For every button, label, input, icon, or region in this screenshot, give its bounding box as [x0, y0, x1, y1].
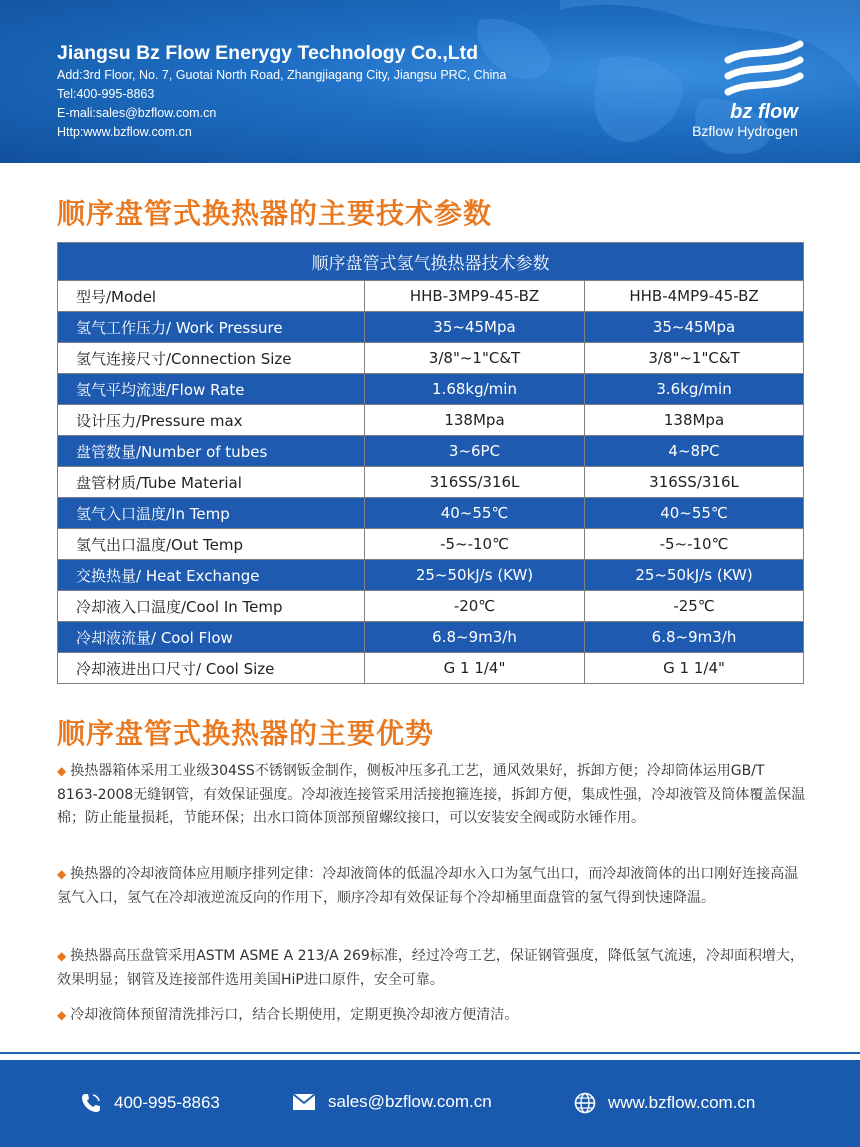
- advantage-item-2: ◆ 换热器的冷却液筒体应用顺序排列定律：冷却液筒体的低温冷却水入口为氢气出口，而冷却液筒体的出口刚好连接高温氢气入口，氢气在冷却液逆流反向的作用下，顺序冷却有效保证每个冷却桶里面盘管的氢气得到快速降温。: [57, 866, 799, 906]
- advantage-item-3: ◆ 换热器高压盘管采用ASTM ASME A 213/A 269标准，经过冷弯工艺，保证钢管强度，降低氢气流速，冷却面积增大，效果明显；钢管及连接部件选用美国HiP进口原件，安全可靠。: [57, 948, 804, 988]
- spec-value-model-b: -25℃: [585, 591, 804, 622]
- spec-label: 氢气平均流速/Flow Rate: [58, 374, 365, 405]
- spec-label: 氢气出口温度/Out Temp: [58, 529, 365, 560]
- spec-label: 冷却液流量/ Cool Flow: [58, 622, 365, 653]
- spec-value-model-b: 35~45Mpa: [585, 312, 804, 343]
- spec-value-model-a: G 1 1/4": [365, 653, 585, 684]
- company-address: Add:3rd Floor, No. 7, Guotai North Road, Zhangjiagang City, Jiangsu PRC, China: [57, 68, 507, 82]
- spec-label: 盘管材质/Tube Material: [58, 467, 365, 498]
- spec-value-model-a: 3~6PC: [365, 436, 585, 467]
- footer-email[interactable]: sales@bzflow.com.cn: [292, 1092, 492, 1112]
- spec-value-model-b: 3.6kg/min: [585, 374, 804, 405]
- spec-value-model-b: 40~55℃: [585, 498, 804, 529]
- spec-row: [58, 498, 804, 529]
- spec-value-model-a: 316SS/316L: [365, 467, 585, 498]
- spec-label: 设计压力/Pressure max: [58, 405, 365, 436]
- spec-label: 型号/Model: [58, 281, 365, 312]
- spec-row: [58, 653, 804, 684]
- advantage-item-1: ◆ 换热器箱体采用工业级304SS不锈钢钣金制作，侧板冲压多孔工艺，通风效果好，拆卸方便；冷却筒体运用GB/T 8163-2008无缝钢管，有效保证强度。冷却液连接管采用活接抱箍连接，拆卸方便，集成性强，冷却液管及筒体覆盖保温棉；防止能量损耗，节能环保；出水口筒体顶部预留螺纹接口，可以安装安全阀或防水锤作用。: [57, 763, 806, 826]
- spec-label: 氢气工作压力/ Work Pressure: [58, 312, 365, 343]
- spec-row: [58, 312, 804, 343]
- spec-value-model-a: 35~45Mpa: [365, 312, 585, 343]
- spec-value-model-b: 25~50kJ/s (KW): [585, 560, 804, 591]
- bullet-diamond-icon: ◆: [57, 949, 67, 963]
- spec-label: 氢气入口温度/In Temp: [58, 498, 365, 529]
- bullet-diamond-icon: ◆: [57, 1008, 67, 1022]
- spec-value-model-a: 138Mpa: [365, 405, 585, 436]
- bullet-diamond-icon: ◆: [57, 867, 67, 881]
- spec-label: 冷却液进出口尺寸/ Cool Size: [58, 653, 365, 684]
- company-name: Jiangsu Bz Flow Enerygy Technology Co.,Ltd: [57, 42, 479, 64]
- spec-value-model-a: 40~55℃: [365, 498, 585, 529]
- globe-icon: [574, 1092, 596, 1114]
- spec-row: [58, 529, 804, 560]
- spec-row: [58, 281, 804, 312]
- spec-heading: 顺序盘管式换热器的主要技术参数: [57, 197, 493, 230]
- spec-table: [57, 242, 804, 684]
- logo-text: bz flow: [730, 101, 798, 123]
- spec-value-model-b: 6.8~9m3/h: [585, 622, 804, 653]
- spec-value-model-a: 25~50kJ/s (KW): [365, 560, 585, 591]
- spec-value-model-b: 4~8PC: [585, 436, 804, 467]
- spec-value-model-b: 138Mpa: [585, 405, 804, 436]
- spec-value-model-b: HHB-4MP9-45-BZ: [585, 281, 804, 312]
- spec-label: 冷却液入口温度/Cool In Temp: [58, 591, 365, 622]
- spec-value-model-b: 3/8"~1"C&T: [585, 343, 804, 374]
- spec-value-model-a: HHB-3MP9-45-BZ: [365, 281, 585, 312]
- logo-subtitle: Bzflow Hydrogen: [692, 123, 798, 139]
- spec-row: [58, 374, 804, 405]
- company-website: Http:www.bzflow.com.cn: [57, 125, 192, 139]
- footer-divider: [0, 1052, 860, 1054]
- spec-row: [58, 405, 804, 436]
- spec-value-model-b: G 1 1/4": [585, 653, 804, 684]
- spec-value-model-a: 3/8"~1"C&T: [365, 343, 585, 374]
- spec-label: 氢气连接尺寸/Connection Size: [58, 343, 365, 374]
- spec-value-model-a: -20℃: [365, 591, 585, 622]
- bullet-diamond-icon: ◆: [57, 764, 67, 778]
- spec-value-model-a: 1.68kg/min: [365, 374, 585, 405]
- spec-value-model-a: -5~-10℃: [365, 529, 585, 560]
- company-tel: Tel:400-995-8863: [57, 87, 155, 101]
- spec-row: [58, 622, 804, 653]
- advantages-heading: 顺序盘管式换热器的主要优势: [57, 717, 435, 750]
- spec-value-model-b: -5~-10℃: [585, 529, 804, 560]
- spec-row: [58, 591, 804, 622]
- footer-phone: 400-995-8863: [80, 1092, 220, 1114]
- spec-row: [58, 467, 804, 498]
- spec-label: 盘管数量/Number of tubes: [58, 436, 365, 467]
- advantage-item-4: ◆ 冷却液筒体预留清洗排污口，结合长期使用，定期更换冷却液方便清洁。: [57, 1007, 519, 1023]
- header-banner: [0, 0, 860, 163]
- spec-row: [58, 560, 804, 591]
- spec-row: [58, 343, 804, 374]
- spec-value-model-a: 6.8~9m3/h: [365, 622, 585, 653]
- spec-table-title: 顺序盘管式氢气换热器技术参数: [58, 243, 804, 281]
- spec-row: [58, 436, 804, 467]
- spec-value-model-b: 316SS/316L: [585, 467, 804, 498]
- company-email: E-mali:sales@bzflow.com.cn: [57, 106, 217, 120]
- phone-icon: [80, 1092, 102, 1114]
- spec-label: 交换热量/ Heat Exchange: [58, 560, 365, 591]
- mail-icon: [292, 1093, 316, 1111]
- footer-website[interactable]: www.bzflow.com.cn: [574, 1092, 755, 1114]
